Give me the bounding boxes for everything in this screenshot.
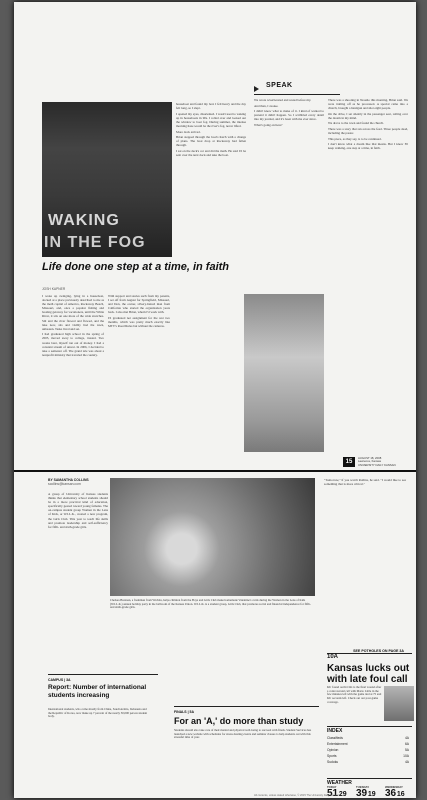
- finals-tag: FINALS | 5A: [174, 710, 195, 714]
- story1-column-1: [42, 294, 104, 464]
- story1-paragraph: There was a story that ran across the feed. Three people dead, including the pastor.: [328, 127, 408, 136]
- story1-paragraph: With support and stories such from my parents, I set off from August for Springfield, Missouri, and Don, the owner, silvery-haired man from California who started the organization years back. I also met Brian, whom I'd work with.: [108, 294, 170, 315]
- page-number: 15: [343, 457, 355, 467]
- index-name: Opinion: [327, 748, 339, 752]
- story1-paragraph: There was a shooting in Neosho this morning, Brian said. We were trailing off as he processed. A special came into a church, brought a handgun and shot eight people.: [328, 98, 408, 111]
- index-page: 10A: [403, 754, 409, 758]
- weather-day-name: TODAY: [327, 785, 337, 789]
- index-row[interactable]: [327, 760, 409, 764]
- finals-teaser: Students should also take care of their mental and physical well-being to succeed with finals. Student Services has launched a new website with schedules for stress-busting events and seminar classes to help students out with this stressful time of year.: [174, 728, 312, 740]
- story1-photo: [244, 294, 324, 452]
- index-name: Entertainment: [327, 742, 348, 746]
- kansas-teaser: KU found out KCLK is the final wound after a controversial call with Mario Little in the few minutes left with the game tied at 75 and KU seconds left. Check out our post-game coverage.: [327, 685, 382, 704]
- section-label: SPEAK: [266, 82, 293, 89]
- byline-name: BY SAMANTHA COLLINS: [48, 478, 89, 482]
- story1-paragraph: I didn't know what to make of it. I kind of wanted to pretend it didn't happen. So I scribbled every detail into my journal, and it's been with me ever since.: [254, 109, 324, 122]
- index-row[interactable]: [327, 736, 409, 740]
- index-rule: [327, 726, 412, 727]
- weather-lo: 16: [396, 791, 405, 798]
- index-name: Sports: [327, 754, 337, 758]
- date-line: AUGUST 18, 2008: [358, 456, 382, 460]
- section-divider: [14, 470, 416, 472]
- newspaper-page: [14, 2, 416, 798]
- story1-paragraph: I opened my eyes, disoriented. I wasn't used to waking up in houseboats in 90s. I rolled over and looked out the window to boat fog. During summer, the intense morning haze would be the river's fog, never lifted.: [176, 111, 246, 128]
- story1-paragraph: More dock arrived.: [176, 129, 201, 134]
- story2-photo-caption: Chelsea Brennan, a freshman from Wichita, helps children from the Boys and Girls Club make homemade Valentine's cards during the Women in the Lens of Kids (W.I.L.K.) annual holiday party in the ballroom of the Kansas Union. W.I.L.K. is a student group, Girls Club, that promotes social and financial independence for fifth- and sixth-grade girls.: [110, 598, 311, 610]
- weather-day: [385, 786, 412, 798]
- kansas-photo: [384, 686, 414, 721]
- finals-rule: [174, 706, 319, 707]
- index-page: 4A: [404, 760, 409, 764]
- weather-hi: 36: [385, 788, 397, 798]
- story1-paragraph: I had graduated high school in the spring of 2005, moved away to college, trusted. Two weeks later, myself ran out of money. I had a constant stream of unrest. In 2006, I decided to take a semester off. The grand tale was about a nonprofit ministry that traveled the country.: [42, 332, 104, 357]
- story1-paragraph: I woke up swinging, lying in a houseboat, docked at a place previously described to me as the meth capital of America, Rockaway Beach, Missouri, and, once a popular fishing and boating getaway for vacationers, until the White River, it sits on one more of the wide stretches. Silt and the river flowed and flowed, and the lake now, sits and visibly had the town, unbeaten. Tasks lived and set.: [42, 294, 104, 331]
- weather-title: WEATHER: [327, 780, 352, 786]
- story1-paragraph: And then, I awoke.: [254, 103, 279, 108]
- index-title: INDEX: [327, 728, 343, 734]
- story1-column-4: [254, 98, 324, 290]
- index-row[interactable]: [327, 742, 409, 746]
- index-page: 6A: [404, 742, 409, 746]
- campus-teaser: International students, who come mostly from China, Saudi Arabia, Indonesia and the Republic of Korea, now make up 7 percent of the nearly 30,000 person student body.: [48, 707, 148, 719]
- campus-rule: [48, 674, 158, 675]
- location-line: Lawrence, Kansas: [358, 459, 382, 464]
- date-box: [358, 457, 402, 467]
- story2-byline: [48, 478, 108, 486]
- story1-column-5: [328, 98, 408, 446]
- story1-paragraph: I sat on the deck's cot and did the math. He said I'd be sent over the next dock and take the boat.: [176, 148, 246, 158]
- weather-rule: [327, 778, 412, 779]
- story1-column-3: [176, 102, 246, 464]
- weather-day-name: WEDNESDAY: [385, 785, 403, 789]
- story1-paragraph: On the drive, I sat silently in the passenger seat, rolling over the dream in my mind.: [328, 111, 408, 120]
- story2-column-1: [48, 492, 108, 672]
- weather-day-name: TUESDAY: [356, 785, 370, 789]
- story1-paragraph: We wrote reverberated and rested before my.: [254, 98, 312, 102]
- index-row[interactable]: [327, 748, 409, 752]
- weather-lo: 29: [338, 791, 347, 798]
- story1-paragraph: This piece, as they say, is to be continued.: [328, 136, 382, 141]
- weather-lo: 19: [367, 791, 376, 798]
- section-arrow-icon: [254, 86, 259, 92]
- story1-paragraph: We drove to the town and found the church.: [328, 121, 384, 126]
- story2-photo: [110, 478, 315, 596]
- index-name: Classifieds: [327, 736, 343, 740]
- jump-line[interactable]: SEE POTHOLES ON PAGE 3A: [353, 649, 404, 653]
- footer-copyright: All contents, unless stated otherwise, © 2015 The University Daily Kansan: [254, 794, 340, 797]
- story2-paragraph: A group of University of Kansas students thinks that elementary school students should be in a more practical kind of education, specifically geared toward young females. The on-campus student group Women in the Lens of Kids, or W.I.L.K., created a new program, the Girls Club. This year to teach life skills and promote leadership and self-sufficiency for fifth- and sixth-grade girls.: [48, 492, 108, 529]
- kansas-tag: 10A: [327, 654, 339, 660]
- finals-headline[interactable]: For an 'A,' do more than study: [174, 716, 304, 726]
- kansas-rule: [327, 653, 412, 654]
- campus-headline[interactable]: Report: Number of international students increasing: [48, 684, 147, 699]
- index-row[interactable]: [327, 754, 409, 758]
- weather-hi: 39: [356, 788, 368, 798]
- story1-paragraph: What's going on here?: [254, 122, 283, 127]
- story1-paragraph: I'd graduated not assignment for the rest two months, which was pretty much exactly like MTV's Road Rules but without the cameras.: [108, 315, 170, 329]
- index-page: 4A: [404, 736, 409, 740]
- byline-email[interactable]: scollins@kansan.com: [48, 482, 81, 486]
- story1-headline: Life done one step at a time, in faith: [42, 261, 230, 273]
- campus-tag: CAMPUS | 3A: [48, 678, 71, 682]
- weather-day: [356, 786, 383, 798]
- index-name: Sudoku: [327, 760, 339, 764]
- feature-photo: [42, 102, 172, 257]
- story1-column-2: [108, 294, 170, 464]
- photo-text-line2: IN THE FOG: [44, 234, 146, 251]
- story2-column-right: [324, 478, 406, 646]
- story1-paragraph: I don't know what a dream like that means. But I know I'll keep walking, one step at a time, in faith.: [328, 142, 408, 151]
- story1-byline: JOSH KAPNER: [42, 287, 66, 291]
- photo-text-line1: WAKING: [48, 212, 120, 229]
- story1-paragraph: Brian stepped through the boat's hatch with a change of plans. The boat drop at Rockaway had fallen through.: [176, 135, 246, 148]
- story1-paragraph: houseboat and found my bed. I felt heavy and the day felt long, so I slept.: [176, 102, 246, 111]
- kansas-headline[interactable]: Kansas lucks out with late foul call: [327, 663, 410, 685]
- index-page: 5A: [404, 748, 409, 752]
- paper-line: UNIVERSITY DAILY KANSAN: [358, 462, 396, 467]
- weather-hi: 51: [327, 788, 339, 798]
- story2-quote: "Tomorrow," if you watch Rollins, he said. "I would like to see something that is more critical.": [324, 478, 406, 487]
